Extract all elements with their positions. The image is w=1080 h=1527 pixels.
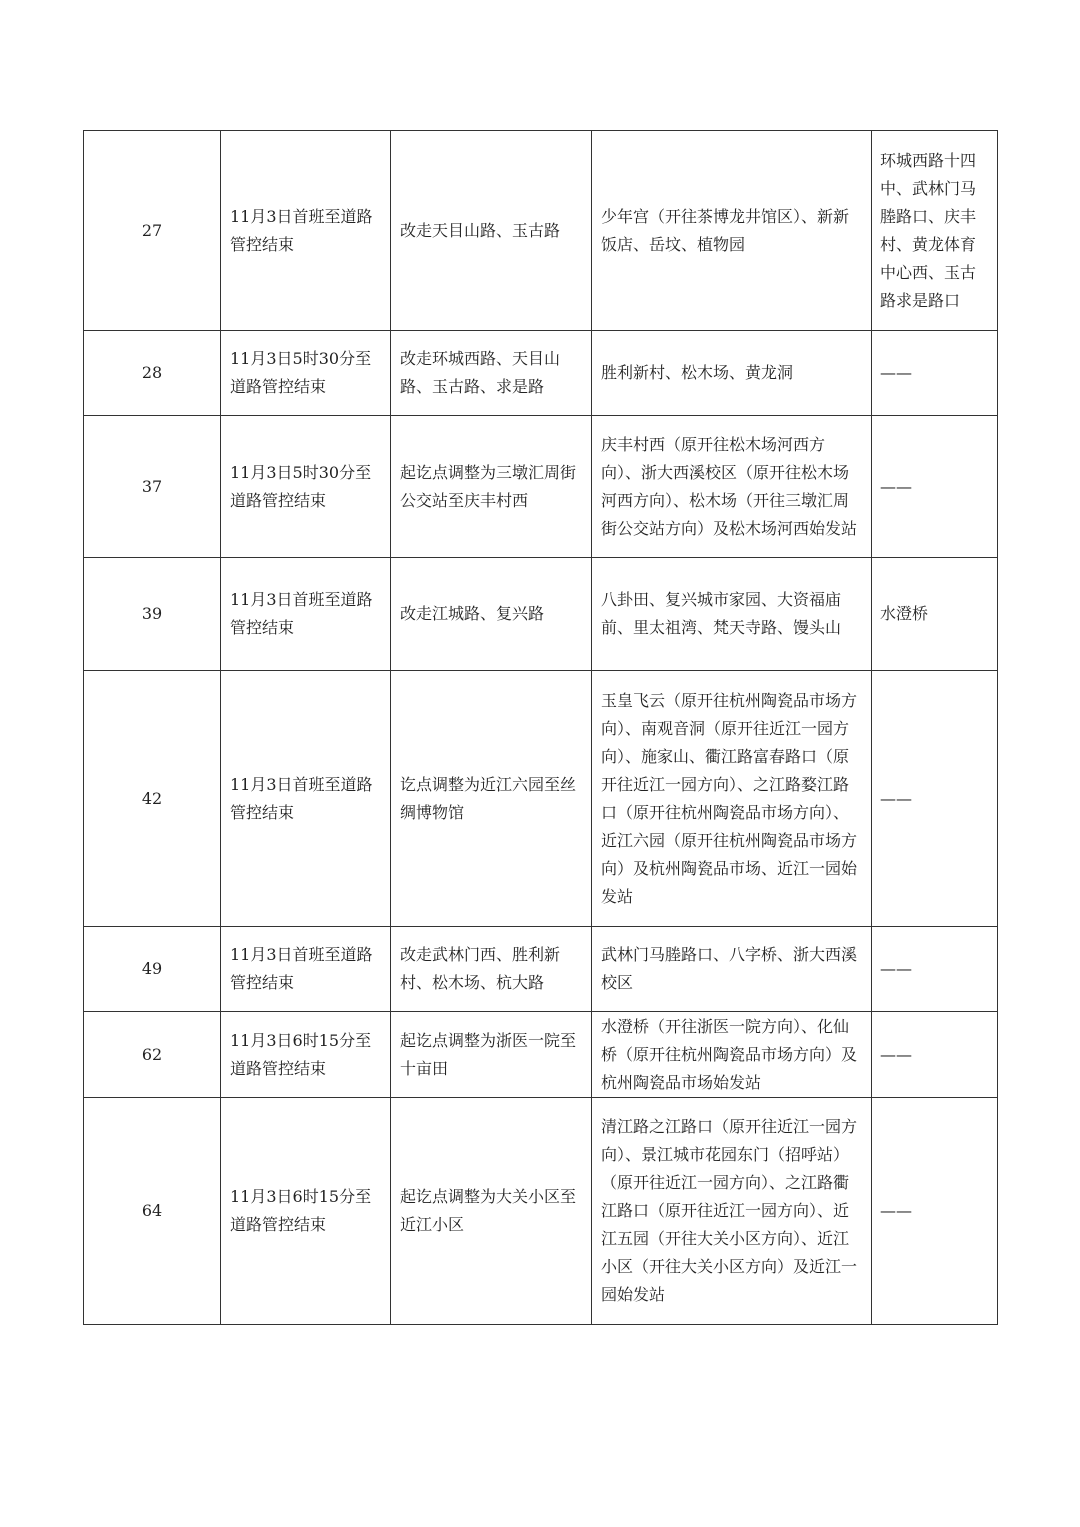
extra-stops: 水澄桥: [872, 558, 998, 671]
extra-stops: ——: [872, 416, 998, 558]
affected-stops: 玉皇飞云（原开往杭州陶瓷品市场方向）、南观音洞（原开往近江一园方向）、施家山、衢江路富春路口（原开往近江一园方向）、之江路婺江路口（原开往杭州陶瓷品市场方向）、近江六园（原开往杭州陶瓷品市场方向）及杭州陶瓷品市场、近江一园始发站: [592, 671, 872, 927]
affected-stops: 胜利新村、松木场、黄龙洞: [592, 331, 872, 416]
route-adjustment: 起讫点调整为三墩汇周街公交站至庆丰村西: [391, 416, 592, 558]
time-range: 11月3日5时30分至道路管控结束: [221, 416, 391, 558]
table-row: [84, 131, 998, 331]
table-row: [84, 416, 998, 558]
route-adjustment: 改走环城西路、天目山路、玉古路、求是路: [391, 331, 592, 416]
affected-stops: 水澄桥（开往浙医一院方向）、化仙桥（原开往杭州陶瓷品市场方向）及杭州陶瓷品市场始发站: [592, 1012, 872, 1098]
affected-stops: 清江路之江路口（原开往近江一园方向）、景江城市花园东门（招呼站）（原开往近江一园方向）、之江路衢江路口（原开往近江一园方向）、近江五园（开往大关小区方向）、近江小区（开往大关小区方向）及近江一园始发站: [592, 1098, 872, 1325]
extra-stops: ——: [872, 671, 998, 927]
extra-stops: ——: [872, 1012, 998, 1098]
table-row: [84, 331, 998, 416]
route-number: 64: [84, 1098, 221, 1325]
time-range: 11月3日6时15分至道路管控结束: [221, 1012, 391, 1098]
extra-stops: 环城西路十四中、武林门马塍路口、庆丰村、黄龙体育中心西、玉古路求是路口: [872, 131, 998, 331]
table-row: [84, 927, 998, 1012]
affected-stops: 武林门马塍路口、八字桥、浙大西溪校区: [592, 927, 872, 1012]
extra-stops: ——: [872, 927, 998, 1012]
route-number: 28: [84, 331, 221, 416]
route-adjustment: 讫点调整为近江六园至丝绸博物馆: [391, 671, 592, 927]
route-number: 27: [84, 131, 221, 331]
time-range: 11月3日5时30分至道路管控结束: [221, 331, 391, 416]
route-number: 49: [84, 927, 221, 1012]
route-number: 62: [84, 1012, 221, 1098]
route-number: 42: [84, 671, 221, 927]
route-adjustment: 改走江城路、复兴路: [391, 558, 592, 671]
table-row: [84, 1098, 998, 1325]
route-number: 39: [84, 558, 221, 671]
table-row: [84, 558, 998, 671]
extra-stops: ——: [872, 1098, 998, 1325]
affected-stops: 少年宫（开往茶博龙井馆区）、新新饭店、岳坟、植物园: [592, 131, 872, 331]
route-adjustment: 起讫点调整为大关小区至近江小区: [391, 1098, 592, 1325]
time-range: 11月3日首班至道路管控结束: [221, 131, 391, 331]
route-number: 37: [84, 416, 221, 558]
affected-stops: 八卦田、复兴城市家园、大资福庙前、里太祖湾、梵天寺路、馒头山: [592, 558, 872, 671]
route-adjustment-table: [83, 130, 998, 1325]
time-range: 11月3日首班至道路管控结束: [221, 927, 391, 1012]
time-range: 11月3日首班至道路管控结束: [221, 558, 391, 671]
affected-stops: 庆丰村西（原开往松木场河西方向）、浙大西溪校区（原开往松木场河西方向）、松木场（开往三墩汇周街公交站方向）及松木场河西始发站: [592, 416, 872, 558]
extra-stops: ——: [872, 331, 998, 416]
time-range: 11月3日6时15分至道路管控结束: [221, 1098, 391, 1325]
route-adjustment: 改走天目山路、玉古路: [391, 131, 592, 331]
route-adjustment: 起讫点调整为浙医一院至十亩田: [391, 1012, 592, 1098]
time-range: 11月3日首班至道路管控结束: [221, 671, 391, 927]
table-row: [84, 671, 998, 927]
route-adjustment: 改走武林门西、胜利新村、松木场、杭大路: [391, 927, 592, 1012]
table-row: [84, 1012, 998, 1098]
